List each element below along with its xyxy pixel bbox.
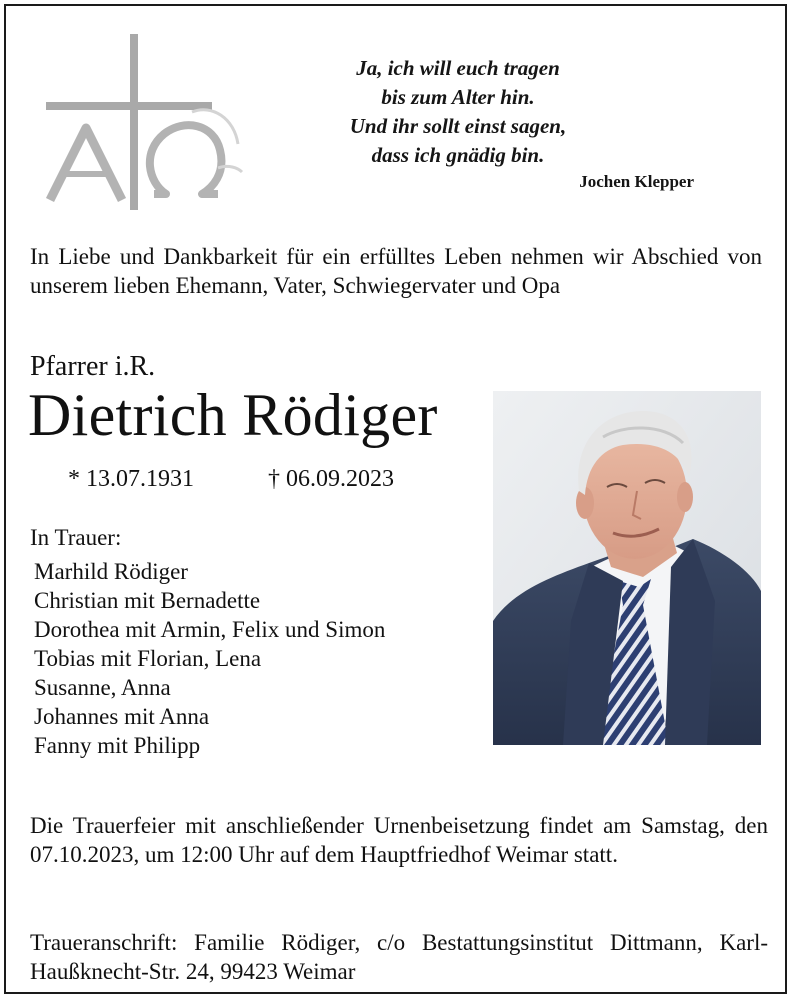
intro-text: In Liebe und Dankbarkeit für ein erfülltes Leben nehmen wir Abschied von unserem lieben Ehemann, Vater, Schwiegervater und Opa: [30, 244, 762, 298]
funeral-info: Die Trauerfeier mit anschließender Urnenbeisetzung findet am Samstag, den 07.10.2023, um 12:00 Uhr auf dem Hauptfriedhof Weimar statt.: [30, 813, 768, 867]
obituary-notice: [4, 4, 787, 994]
life-dates: [68, 464, 394, 494]
list-item: Johannes mit Anna: [34, 704, 210, 729]
cross-alpha-omega-icon: [42, 32, 252, 214]
list-item: Tobias mit Florian, Lena: [34, 646, 262, 671]
list-item: Fanny mit Philipp: [34, 733, 201, 758]
quote-line: Und ihr sollt einst sagen,: [349, 114, 567, 138]
bible-quote: [278, 54, 638, 170]
mourners-label: In Trauer:: [30, 525, 122, 550]
death-date: † 06.09.2023: [268, 466, 394, 492]
list-item: Dorothea mit Armin, Felix und Simon: [34, 617, 386, 642]
quote-line: dass ich gnädig bin.: [371, 143, 545, 167]
list-item: Christian mit Bernadette: [34, 588, 261, 613]
mourners-list: [34, 557, 385, 760]
portrait-photo: [493, 391, 761, 745]
quote-line: bis zum Alter hin.: [381, 85, 535, 109]
deceased-name: Dietrich Rödiger: [28, 382, 438, 448]
quote-line: Ja, ich will euch tragen: [356, 56, 560, 80]
mourning-address: Traueranschrift: Familie Rödiger, c/o Bestattungsinstitut Dittmann, Karl-Haußknecht-Str. 24, 99423 Weimar: [30, 930, 768, 984]
deceased-title: Pfarrer i.R.: [30, 351, 156, 382]
list-item: Marhild Rödiger: [34, 559, 188, 584]
quote-author: Jochen Klepper: [579, 172, 694, 191]
list-item: Susanne, Anna: [34, 675, 171, 700]
birth-date: * 13.07.1931: [68, 466, 194, 492]
